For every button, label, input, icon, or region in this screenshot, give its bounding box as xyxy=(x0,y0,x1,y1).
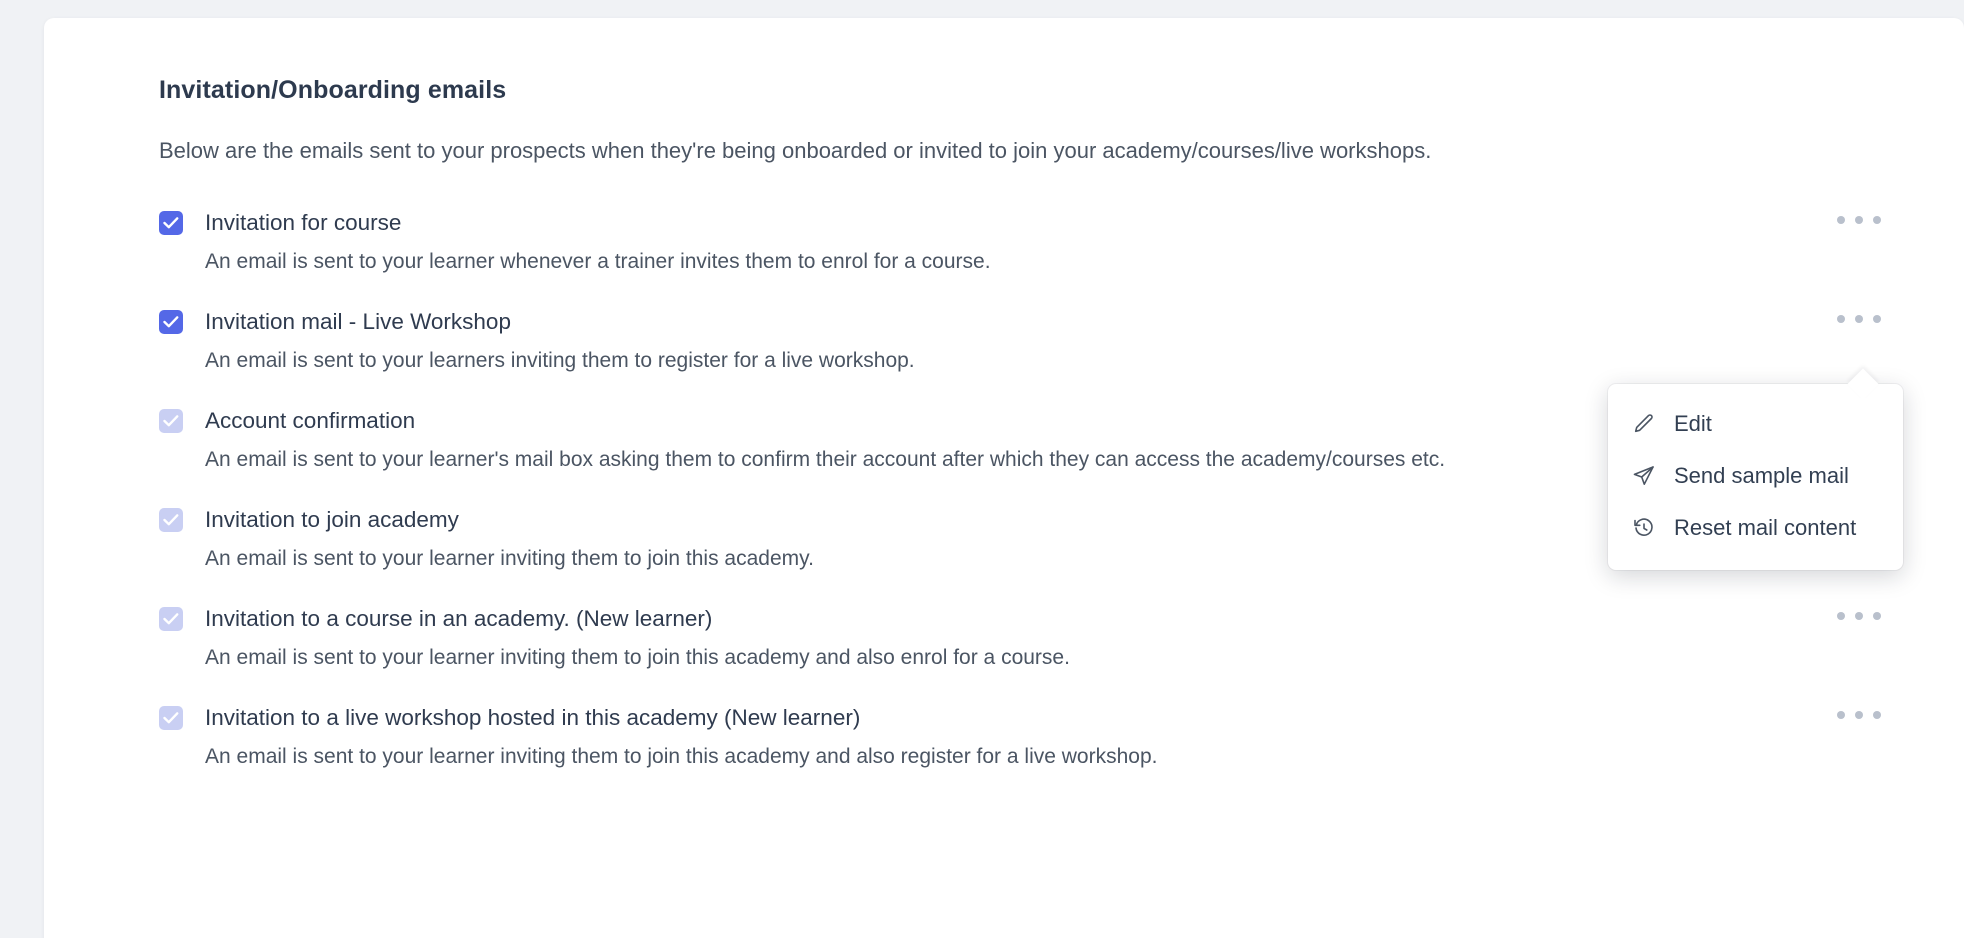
email-row-header xyxy=(159,208,1959,238)
email-title: Invitation to join academy xyxy=(205,507,459,532)
menu-item-send-sample-mail[interactable] xyxy=(1608,450,1903,502)
page-title: Invitation/Onboarding emails xyxy=(159,76,507,104)
email-title: Invitation to a course in an academy. (New learner) xyxy=(205,606,713,631)
email-description: An email is sent to your learner's mail box asking them to confirm their account after which they can access the academy/courses etc. xyxy=(205,448,1446,471)
list-item xyxy=(159,307,1959,374)
list-item xyxy=(159,703,1959,770)
email-description: An email is sent to your learners inviting them to register for a live workshop. xyxy=(205,349,915,372)
email-title: Invitation to a live workshop hosted in this academy (New learner) xyxy=(205,705,861,730)
list-item xyxy=(159,208,1959,275)
pencil-icon xyxy=(1630,410,1658,438)
menu-item-label: Edit xyxy=(1674,411,1712,436)
email-enabled-checkbox[interactable] xyxy=(159,409,183,433)
more-horizontal-icon[interactable] xyxy=(1837,308,1881,330)
email-title: Invitation for course xyxy=(205,210,402,235)
menu-item-label: Send sample mail xyxy=(1674,463,1849,488)
email-row-header xyxy=(159,703,1959,733)
more-horizontal-icon[interactable] xyxy=(1837,209,1881,231)
email-enabled-checkbox[interactable] xyxy=(159,211,183,235)
more-horizontal-icon[interactable] xyxy=(1837,605,1881,627)
email-enabled-checkbox[interactable] xyxy=(159,607,183,631)
menu-item-reset-mail-content[interactable] xyxy=(1608,502,1903,554)
page-subtitle: Below are the emails sent to your prospects when they're being onboarded or invited to join your academy/courses/live workshops. xyxy=(159,138,1432,163)
email-description: An email is sent to your learner whenever a trainer invites them to enrol for a course. xyxy=(205,250,991,273)
email-title: Account confirmation xyxy=(205,408,416,433)
email-title: Invitation mail - Live Workshop xyxy=(205,309,511,334)
email-enabled-checkbox[interactable] xyxy=(159,706,183,730)
email-description: An email is sent to your learner inviting them to join this academy. xyxy=(205,547,814,570)
menu-item-edit[interactable] xyxy=(1608,398,1903,450)
email-enabled-checkbox[interactable] xyxy=(159,310,183,334)
email-description: An email is sent to your learner inviting them to join this academy and also enrol for a course. xyxy=(205,646,1070,669)
list-item xyxy=(159,604,1959,671)
reset-clock-icon xyxy=(1630,514,1658,542)
row-context-menu xyxy=(1608,384,1903,570)
email-enabled-checkbox[interactable] xyxy=(159,508,183,532)
paper-plane-icon xyxy=(1630,462,1658,490)
email-row-header xyxy=(159,307,1959,337)
menu-item-label: Reset mail content xyxy=(1674,515,1857,540)
email-row-header xyxy=(159,604,1959,634)
email-description: An email is sent to your learner inviting them to join this academy and also register for a live workshop. xyxy=(205,745,1158,768)
more-horizontal-icon[interactable] xyxy=(1837,704,1881,726)
